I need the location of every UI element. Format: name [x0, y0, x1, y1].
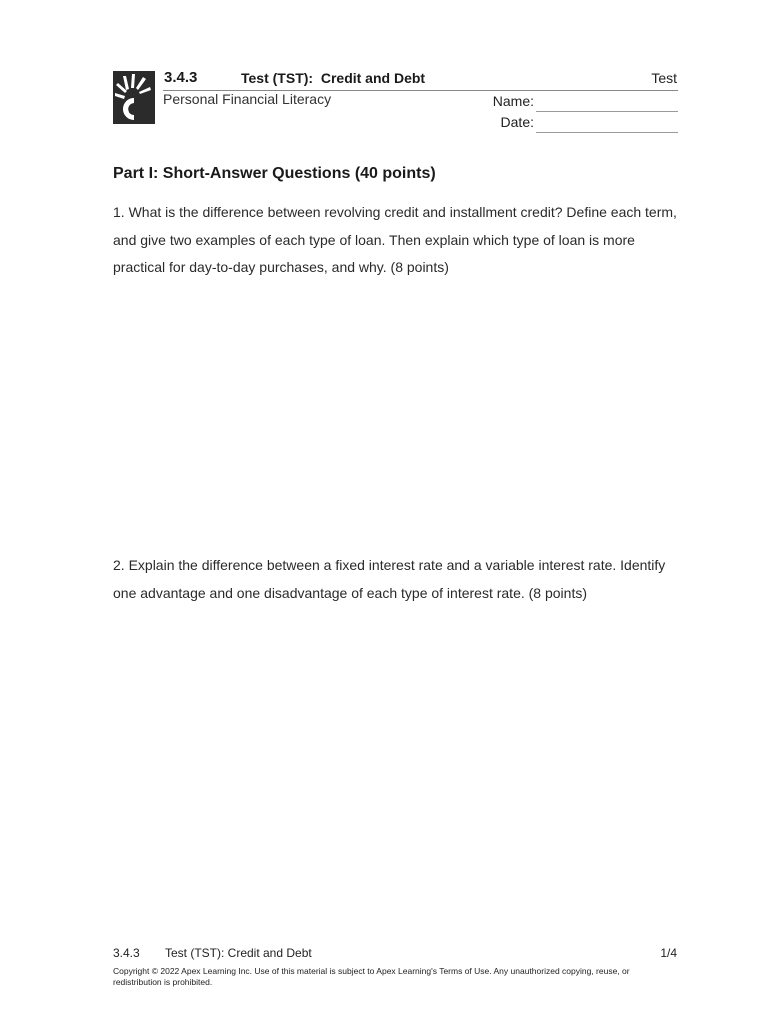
lesson-number: 3.4.3: [164, 69, 198, 86]
date-label: Date:: [500, 114, 534, 130]
section-heading: Part I: Short-Answer Questions (40 points): [113, 165, 436, 182]
lesson-title: Test (TST): Credit and Debt: [241, 70, 426, 86]
course-name: Personal Financial Literacy: [163, 91, 332, 107]
page-number: 1/4: [660, 946, 677, 960]
name-label: Name:: [492, 93, 534, 109]
apex-learning-logo-icon: [113, 71, 155, 124]
question-2: 2. Explain the difference between a fixed interest rate and a variable interest rate. Identify one advantage and one disadvantage of each type of interest rate. (8 points): [113, 557, 666, 601]
document-type-label: Test: [651, 70, 677, 86]
footer-lesson-title: Test (TST): Credit and Debt: [165, 946, 312, 960]
date-field[interactable]: [536, 132, 678, 133]
footer-lesson-number: 3.4.3: [113, 946, 140, 960]
name-field[interactable]: [536, 111, 678, 112]
question-1: 1. What is the difference between revolving credit and installment credit? Define each term, and give two examples of each type of loan. Then explain which type of loan is more practical for day-to-day purchases, and why. (8 points): [113, 204, 677, 275]
copyright-notice: Copyright © 2022 Apex Learning Inc. Use of this material is subject to Apex Learning's Terms of Use. Any unauthorized copying, reuse, or redistribution is prohibited.: [113, 966, 630, 987]
